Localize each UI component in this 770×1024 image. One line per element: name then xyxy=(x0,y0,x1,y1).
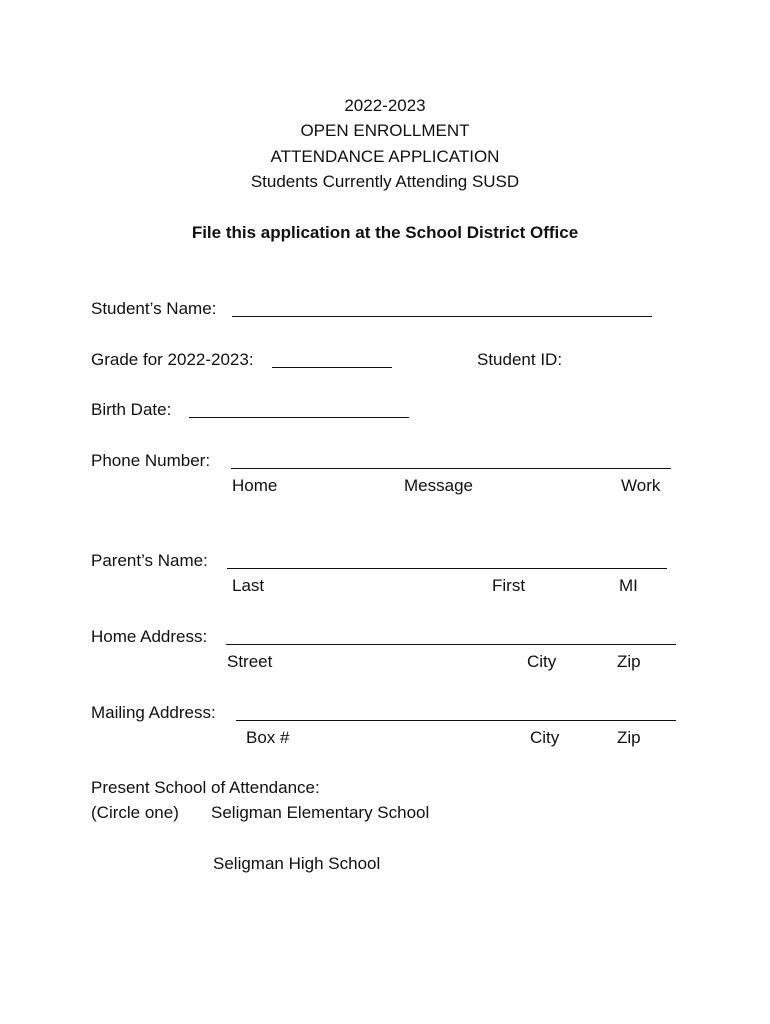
birth-date-field[interactable] xyxy=(189,417,409,418)
home-address-label: Home Address: xyxy=(91,627,208,646)
home-address-field[interactable] xyxy=(226,644,676,645)
circle-one-note: (Circle one) xyxy=(91,803,179,822)
home-zip-caption: Zip xyxy=(617,652,641,671)
program-title: OPEN ENROLLMENT xyxy=(300,121,470,140)
form-year: 2022-2023 xyxy=(344,96,426,115)
mailing-box-caption: Box # xyxy=(246,728,290,747)
filing-instruction: File this application at the School District Office xyxy=(191,223,579,242)
phone-field[interactable] xyxy=(231,468,671,469)
parent-name-label: Parent’s Name: xyxy=(91,551,208,570)
phone-message-caption: Message xyxy=(404,476,473,495)
home-street-caption: Street xyxy=(227,652,273,671)
present-school-label: Present School of Attendance: xyxy=(91,778,320,797)
parent-last-caption: Last xyxy=(232,576,265,595)
birth-date-label: Birth Date: xyxy=(91,400,172,419)
grade-field[interactable] xyxy=(272,367,392,368)
phone-work-caption: Work xyxy=(621,476,661,495)
student-name-label: Student’s Name: xyxy=(91,299,217,318)
student-name-field[interactable] xyxy=(232,316,652,317)
home-city-caption: City xyxy=(527,652,557,671)
phone-label: Phone Number: xyxy=(91,451,211,470)
form-audience: Students Currently Attending SUSD xyxy=(250,172,520,191)
mailing-city-caption: City xyxy=(530,728,560,747)
grade-label: Grade for 2022-2023: xyxy=(91,350,254,369)
parent-mi-caption: MI xyxy=(619,576,638,595)
phone-home-caption: Home xyxy=(232,476,278,495)
school-option-elementary[interactable]: Seligman Elementary School xyxy=(211,803,430,822)
mailing-address-label: Mailing Address: xyxy=(91,703,216,722)
parent-name-field[interactable] xyxy=(227,568,667,569)
mailing-address-field[interactable] xyxy=(236,720,676,721)
student-id-label: Student ID: xyxy=(477,350,563,369)
form-title: ATTENDANCE APPLICATION xyxy=(270,147,500,166)
school-option-high[interactable]: Seligman High School xyxy=(213,854,381,873)
mailing-zip-caption: Zip xyxy=(617,728,641,747)
parent-first-caption: First xyxy=(492,576,526,595)
